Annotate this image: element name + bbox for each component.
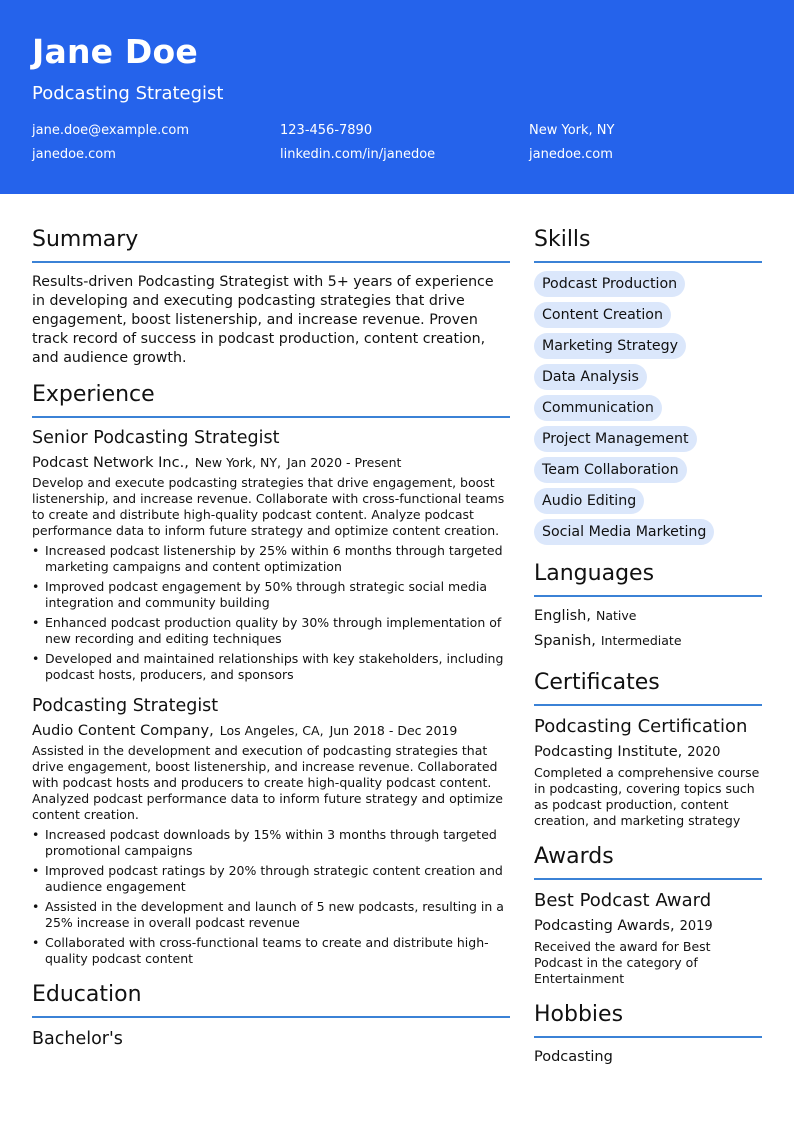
summary-section — [32, 226, 510, 368]
hobbies-section — [534, 1001, 762, 1067]
education-heading: Education — [32, 981, 510, 1018]
certificates-section — [534, 669, 762, 829]
award-year: 2019 — [679, 919, 713, 934]
awards-heading: Awards — [534, 843, 762, 880]
job-company: Podcast Network Inc., — [32, 455, 189, 471]
achievement-item: • Increased podcast listenership by 25% within 6 months through targeted marketing campaigns and content optimization — [32, 543, 510, 575]
certificate-issuer-line — [534, 741, 762, 763]
education-section — [32, 981, 510, 1050]
language-level: Native — [595, 608, 637, 623]
contact-phone[interactable]: 123-456-7890 — [280, 123, 373, 138]
skill-pill: Data Analysis — [534, 364, 647, 390]
achievement-item: • Collaborated with cross-functional teams to create and distribute high-quality podcast content — [32, 935, 510, 967]
award-issuer: Podcasting Awards, — [534, 918, 675, 934]
job-dates: Jun 2018 - Dec 2019 — [329, 723, 458, 738]
skills-section — [534, 226, 762, 550]
experience-heading: Experience — [32, 381, 510, 418]
certificate-description: Completed a comprehensive course in podcasting, covering topics such as podcast production, content creation, and marketing strategy — [534, 765, 760, 828]
side-column — [534, 226, 762, 1067]
job-entry — [32, 427, 510, 683]
skills-list — [534, 271, 762, 550]
job-description: Assisted in the development and execution of podcasting strategies that drive engagement, boost listenership, and increase revenue. Collaborated with podcast hosts and producers to create high-quality podcast content. Analyzed podcast performance data to inform future strategy and optimize content creation. — [32, 743, 503, 822]
skill-pill: Marketing Strategy — [534, 333, 686, 359]
contact-website[interactable]: janedoe.com — [32, 147, 116, 162]
achievement-item: • Developed and maintained relationships with key stakeholders, including podcast hosts, producers, and sponsors — [32, 651, 510, 683]
candidate-name: Jane Doe — [32, 32, 198, 71]
job-title: Podcasting Strategist — [32, 696, 219, 716]
job-title: Senior Podcasting Strategist — [32, 428, 280, 448]
skill-pill: Audio Editing — [534, 488, 644, 514]
summary-heading: Summary — [32, 226, 510, 263]
skill-pill: Social Media Marketing — [534, 519, 714, 545]
experience-section — [32, 381, 510, 967]
contact-website-secondary[interactable]: janedoe.com — [529, 147, 613, 162]
contact-location: New York, NY — [529, 123, 615, 138]
job-company: Audio Content Company, — [32, 723, 214, 739]
language-name: English, — [534, 608, 591, 624]
contact-email[interactable]: jane.doe@example.com — [32, 123, 190, 138]
job-achievements — [32, 543, 510, 683]
achievement-item: • Enhanced podcast production quality by 30% through implementation of new recording and editing techniques — [32, 615, 510, 647]
achievement-item: • Improved podcast ratings by 20% through strategic content creation and audience engagement — [32, 863, 510, 895]
job-location: New York, NY, — [194, 455, 281, 470]
job-description: Develop and execute podcasting strategies that drive engagement, boost listenership, and increase revenue. Collaborate with cross-functional teams to create and distribute high-quality podcast content. Analyze podcast performance data to inform future strategy and optimize content creation. — [32, 475, 505, 538]
language-name: Spanish, — [534, 633, 596, 649]
hobby-item: Podcasting — [534, 1049, 613, 1065]
candidate-title: Podcasting Strategist — [32, 83, 224, 104]
awards-section — [534, 843, 762, 987]
achievement-item: • Improved podcast engagement by 50% through strategic social media integration and community building — [32, 579, 510, 611]
certificate-title: Podcasting Certification — [534, 716, 748, 737]
languages-heading: Languages — [534, 560, 762, 597]
job-dates: Jan 2020 - Present — [286, 455, 402, 470]
skill-pill: Team Collaboration — [534, 457, 687, 483]
certificate-year: 2020 — [687, 745, 721, 760]
job-entry — [32, 695, 510, 967]
main-column — [32, 226, 510, 1050]
skill-pill: Project Management — [534, 426, 697, 452]
achievement-item: • Increased podcast downloads by 15% within 3 months through targeted promotional campaigns — [32, 827, 510, 859]
job-achievements — [32, 827, 510, 967]
award-description: Received the award for Best Podcast in the category of Entertainment — [534, 939, 711, 986]
award-title: Best Podcast Award — [534, 890, 712, 911]
languages-section — [534, 560, 762, 651]
job-company-line — [32, 720, 510, 741]
certificate-issuer: Podcasting Institute, — [534, 744, 683, 760]
award-issuer-line — [534, 915, 762, 937]
job-location: Los Angeles, CA, — [219, 723, 324, 738]
achievement-item: • Assisted in the development and launch of 5 new podcasts, resulting in a 25% increase in overall podcast revenue — [32, 899, 510, 931]
skill-pill: Content Creation — [534, 302, 671, 328]
summary-text: Results-driven Podcasting Strategist with 5+ years of experience in developing and executing podcasting strategies that drive engagement, boost listenership, and increase revenue. Proven track record of success in podcast production, content creation, and audience growth. — [32, 274, 494, 366]
skills-heading: Skills — [534, 226, 762, 263]
job-company-line — [32, 452, 510, 473]
language-level: Intermediate — [600, 633, 682, 648]
skill-pill: Podcast Production — [534, 271, 685, 297]
skill-pill: Communication — [534, 395, 662, 421]
language-item — [534, 605, 762, 626]
language-item — [534, 630, 762, 651]
hobbies-heading: Hobbies — [534, 1001, 762, 1038]
resume-header — [0, 0, 794, 194]
certificates-heading: Certificates — [534, 669, 762, 706]
education-degree: Bachelor's — [32, 1029, 123, 1049]
contact-linkedin[interactable]: linkedin.com/in/janedoe — [280, 147, 436, 162]
